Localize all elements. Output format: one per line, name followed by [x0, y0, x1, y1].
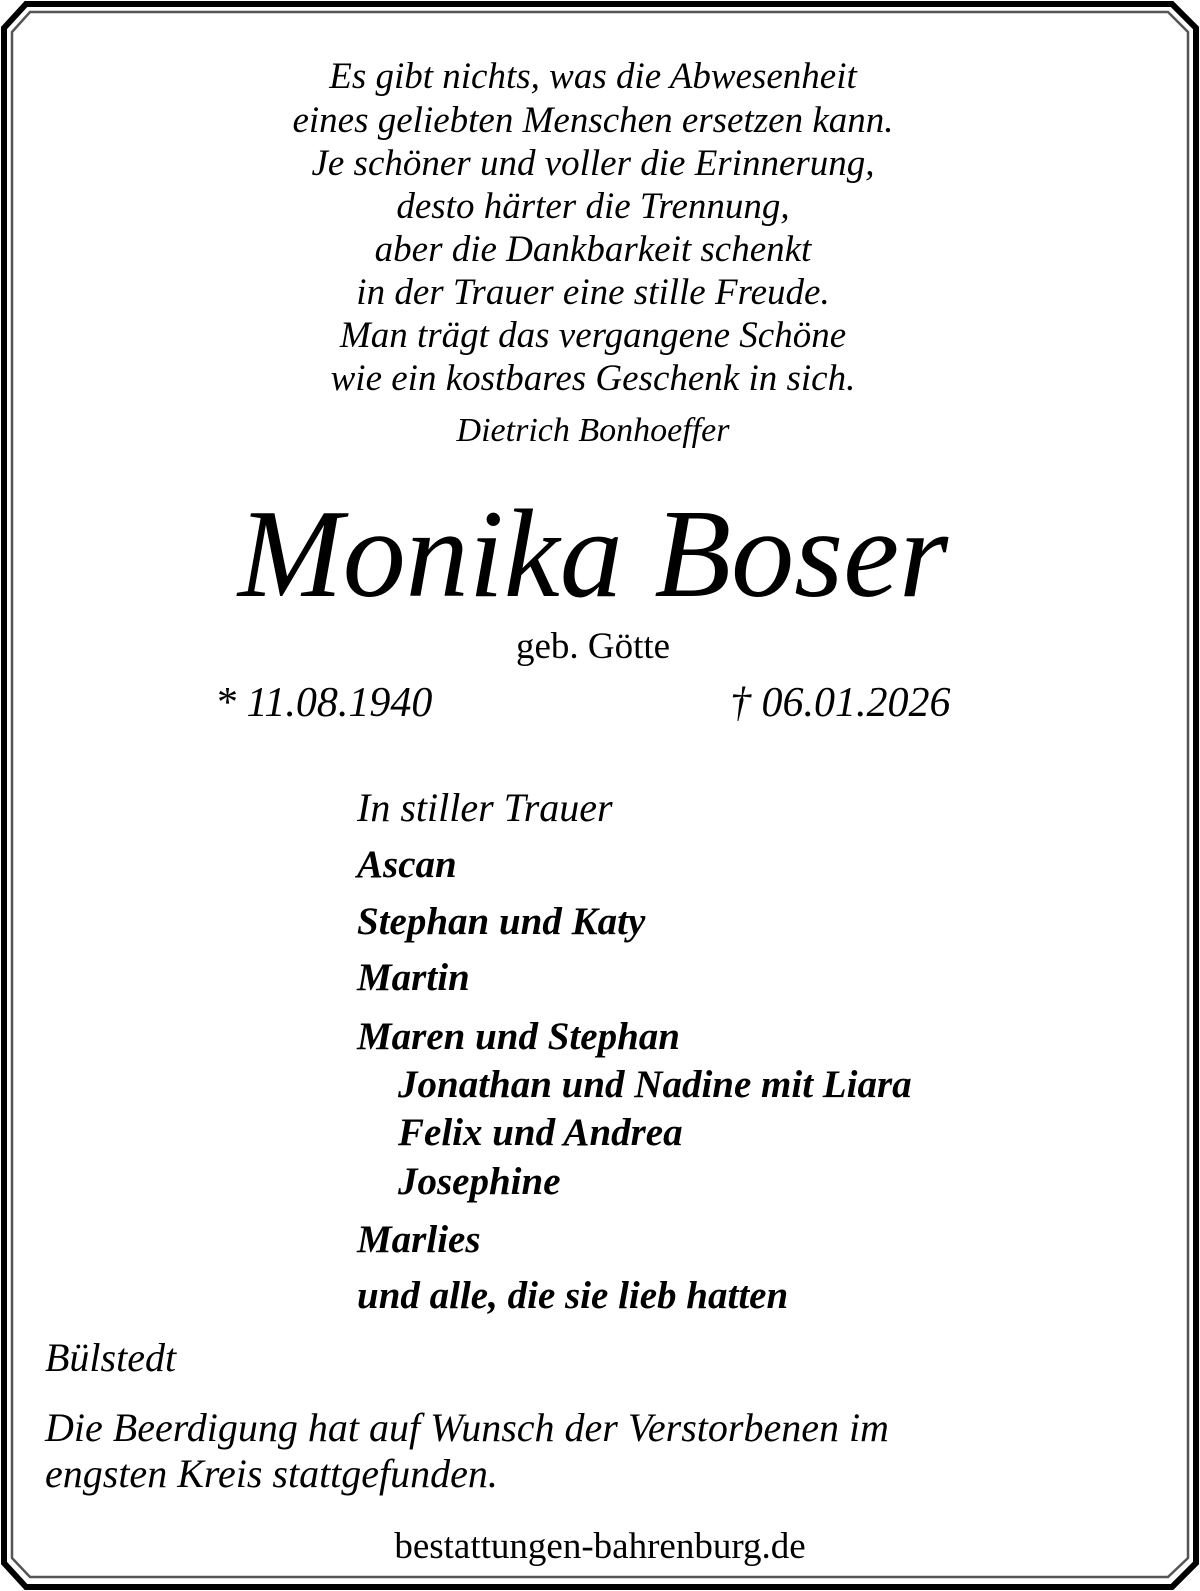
- quote-line: aber die Dankbarkeit schenkt: [374, 229, 812, 270]
- quote-line: Es gibt nichts, was die Abwesenheit: [329, 56, 857, 97]
- quote-line: desto härter die Trennung,: [396, 186, 790, 227]
- mourner-name: Marlies: [357, 1218, 481, 1261]
- mourner-name: Stephan und Katy: [357, 900, 646, 943]
- quote-line: in der Trauer eine stille Freude.: [356, 272, 830, 313]
- mourner-name: Ascan: [357, 843, 457, 886]
- quote-line: wie ein kostbares Geschenk in sich.: [330, 358, 856, 399]
- notice-line: Die Beerdigung hat auf Wunsch der Verstorbenen im: [45, 1405, 889, 1450]
- grandchild-name: Josephine: [398, 1160, 561, 1203]
- mourner-name: Maren und Stephan: [357, 1015, 680, 1058]
- quote-line: Je schöner und voller die Erinnerung,: [311, 143, 875, 184]
- mourner-name: Martin: [357, 956, 470, 999]
- grandchild-name: Felix und Andrea: [398, 1111, 683, 1154]
- death-date: † 06.01.2026: [730, 680, 951, 726]
- birth-date: * 11.08.1940: [215, 680, 433, 726]
- quote-line: Man trägt das vergangene Schöne: [339, 315, 847, 356]
- deceased-name: Monika Boser: [237, 485, 949, 624]
- quote-author: Dietrich Bonhoeffer: [456, 412, 730, 449]
- birth-name: geb. Götte: [515, 626, 671, 667]
- notice-line: engsten Kreis stattgefunden.: [45, 1451, 498, 1496]
- place: Bülstedt: [45, 1335, 177, 1380]
- quote-line: eines geliebten Menschen ersetzen kann.: [292, 100, 894, 141]
- mourning-intro: In stiller Trauer: [357, 785, 613, 830]
- mourner-name: und alle, die sie lieb hatten: [357, 1274, 789, 1317]
- footer-website: bestattungen-bahrenburg.de: [368, 1526, 831, 1567]
- footer: [0, 1528, 1200, 1565]
- grandchild-name: Jonathan und Nadine mit Liara: [398, 1063, 912, 1106]
